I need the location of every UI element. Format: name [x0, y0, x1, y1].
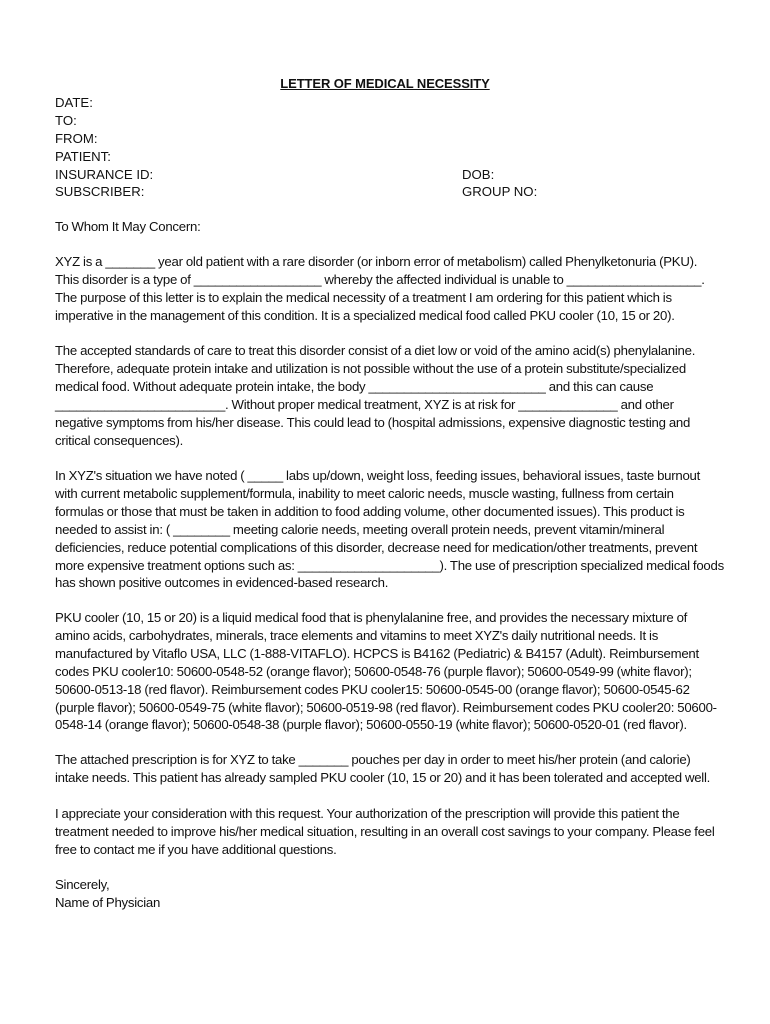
paragraph-line: medical food. Without adequate protein intake, the body _________________________ and this can cause	[55, 378, 654, 394]
signature-name: Name of Physician	[55, 894, 161, 910]
paragraph-line: 0548-14 (orange flavor); 50600-0548-38 (purple flavor); 50600-0550-19 (white flavor); 50600-0520-01 (red flavor).	[55, 717, 687, 733]
date-row	[55, 94, 715, 112]
paragraph-3	[55, 467, 724, 592]
paragraph-line: manufactured by Vitaflo USA, LLC (1-888-VITAFLO). HCPCS is B4162 (Pediatric) & B4157 (Adult). Reimbursement	[55, 645, 699, 661]
paragraph-5	[55, 751, 717, 787]
paragraph-line: The purpose of this letter is to explain the medical necessity of a treatment I am ordering for this patient which is	[55, 289, 672, 305]
patient-row	[55, 148, 715, 166]
paragraph-1	[55, 253, 717, 325]
from-label: FROM:	[55, 130, 98, 146]
paragraph-line: free to contact me if you have additional questions.	[55, 841, 337, 857]
paragraph-line: imperative in the management of this condition. It is a specialized medical food called PKU cooler (10, 15 or 20).	[55, 307, 675, 323]
from-row	[55, 130, 715, 148]
salutation	[55, 218, 717, 236]
paragraph-line: The attached prescription is for XYZ to take _______ pouches per day in order to meet his/her protein (and calorie)	[55, 752, 691, 767]
closing-block	[55, 876, 717, 912]
paragraph-4	[55, 609, 717, 734]
insurance-row	[55, 166, 715, 184]
paragraph-line: 50600-0513-18 (red flavor). Reimbursement codes PKU cooler15: 50600-0545-00 (orange flavor); 50600-0545-62	[55, 681, 690, 697]
subscriber-row	[55, 183, 715, 201]
paragraph-line: intake needs. This patient has already sampled PKU cooler (10, 15 or 20) and it has been tolerated and accepted well.	[55, 769, 711, 785]
paragraph-line: XYZ is a _______ year old patient with a rare disorder (or inborn error of metabolism) called Phenylketonuria (PKU).	[55, 254, 698, 269]
paragraph-line: codes PKU cooler10: 50600-0548-52 (orange flavor); 50600-0548-76 (purple flavor); 50600-0549-99 (white flavor);	[55, 663, 692, 679]
paragraph-line: treatment needed to improve his/her medical situation, resulting in an overall cost savings to your company. Please feel	[55, 823, 715, 839]
paragraph-2	[55, 342, 717, 449]
paragraph-line: critical consequences).	[55, 432, 184, 448]
paragraph-line: more expensive treatment options such as: ____________________). The use of prescription specialized medical foods	[55, 557, 724, 573]
group-no-label: GROUP NO:	[462, 184, 538, 200]
paragraph-line: I appreciate your consideration with this request. Your authorization of the prescription will provide this patient the	[55, 806, 680, 821]
paragraph-line: (purple flavor); 50600-0549-75 (white flavor); 50600-0519-98 (red flavor). Reimbursement codes PKU cooler20: 50600-	[55, 699, 717, 715]
paragraph-line: In XYZ's situation we have noted ( _____ labs up/down, weight loss, feeding issues, behavioral issues, taste burnout	[55, 468, 701, 483]
paragraph-line: amino acids, carbohydrates, minerals, trace elements and vitamins to meet XYZ's daily nutritional needs. It is	[55, 627, 659, 643]
subscriber-label: SUBSCRIBER:	[55, 184, 145, 200]
paragraph-line: The accepted standards of care to treat this disorder consist of a diet low or void of the amino acid(s) phenylalanine.	[55, 343, 696, 358]
paragraph-line: formulas or those that must be taken in addition to food adding volume, other documented issues). This product is	[55, 503, 685, 519]
patient-label: PATIENT:	[55, 148, 111, 164]
paragraph-line: deficiencies, reduce potential complications of this disorder, decrease need for medication/other treatments, prevent	[55, 539, 698, 555]
paragraph-line: Therefore, adequate protein intake and utilization is not possible without the use of a protein substitute/specialized	[55, 360, 686, 376]
insurance-id-label: INSURANCE ID:	[55, 166, 154, 182]
paragraph-line: with current metabolic supplement/formula, inability to meet caloric needs, muscle wasting, fullness from certain	[55, 485, 674, 501]
paragraph-line: needed to assist in: ( ________ meeting calorie needs, meeting overall protein needs, prevent vitamin/mineral	[55, 521, 665, 537]
paragraph-6	[55, 805, 717, 859]
paragraph-line: This disorder is a type of __________________ whereby the affected individual is unable to ___________________.	[55, 271, 705, 287]
letter-header	[55, 94, 715, 201]
paragraph-line: ________________________. Without proper medical treatment, XYZ is at risk for ______________ and other	[55, 396, 674, 412]
salutation-text: To Whom It May Concern:	[55, 219, 201, 234]
letter-title: LETTER OF MEDICAL NECESSITY	[280, 76, 490, 91]
paragraph-line: negative symptoms from his/her disease. This could lead to (hospital admissions, expensive diagnostic testing and	[55, 414, 691, 430]
dob-label: DOB:	[462, 166, 495, 182]
to-row	[55, 112, 715, 130]
paragraph-line: PKU cooler (10, 15 or 20) is a liquid medical food that is phenylalanine free, and provides the necessary mixture of	[55, 610, 688, 625]
paragraph-line: has shown positive outcomes in evidenced-based research.	[55, 575, 389, 591]
closing-text: Sincerely,	[55, 877, 110, 892]
date-label: DATE:	[55, 95, 93, 110]
to-label: TO:	[55, 112, 77, 128]
